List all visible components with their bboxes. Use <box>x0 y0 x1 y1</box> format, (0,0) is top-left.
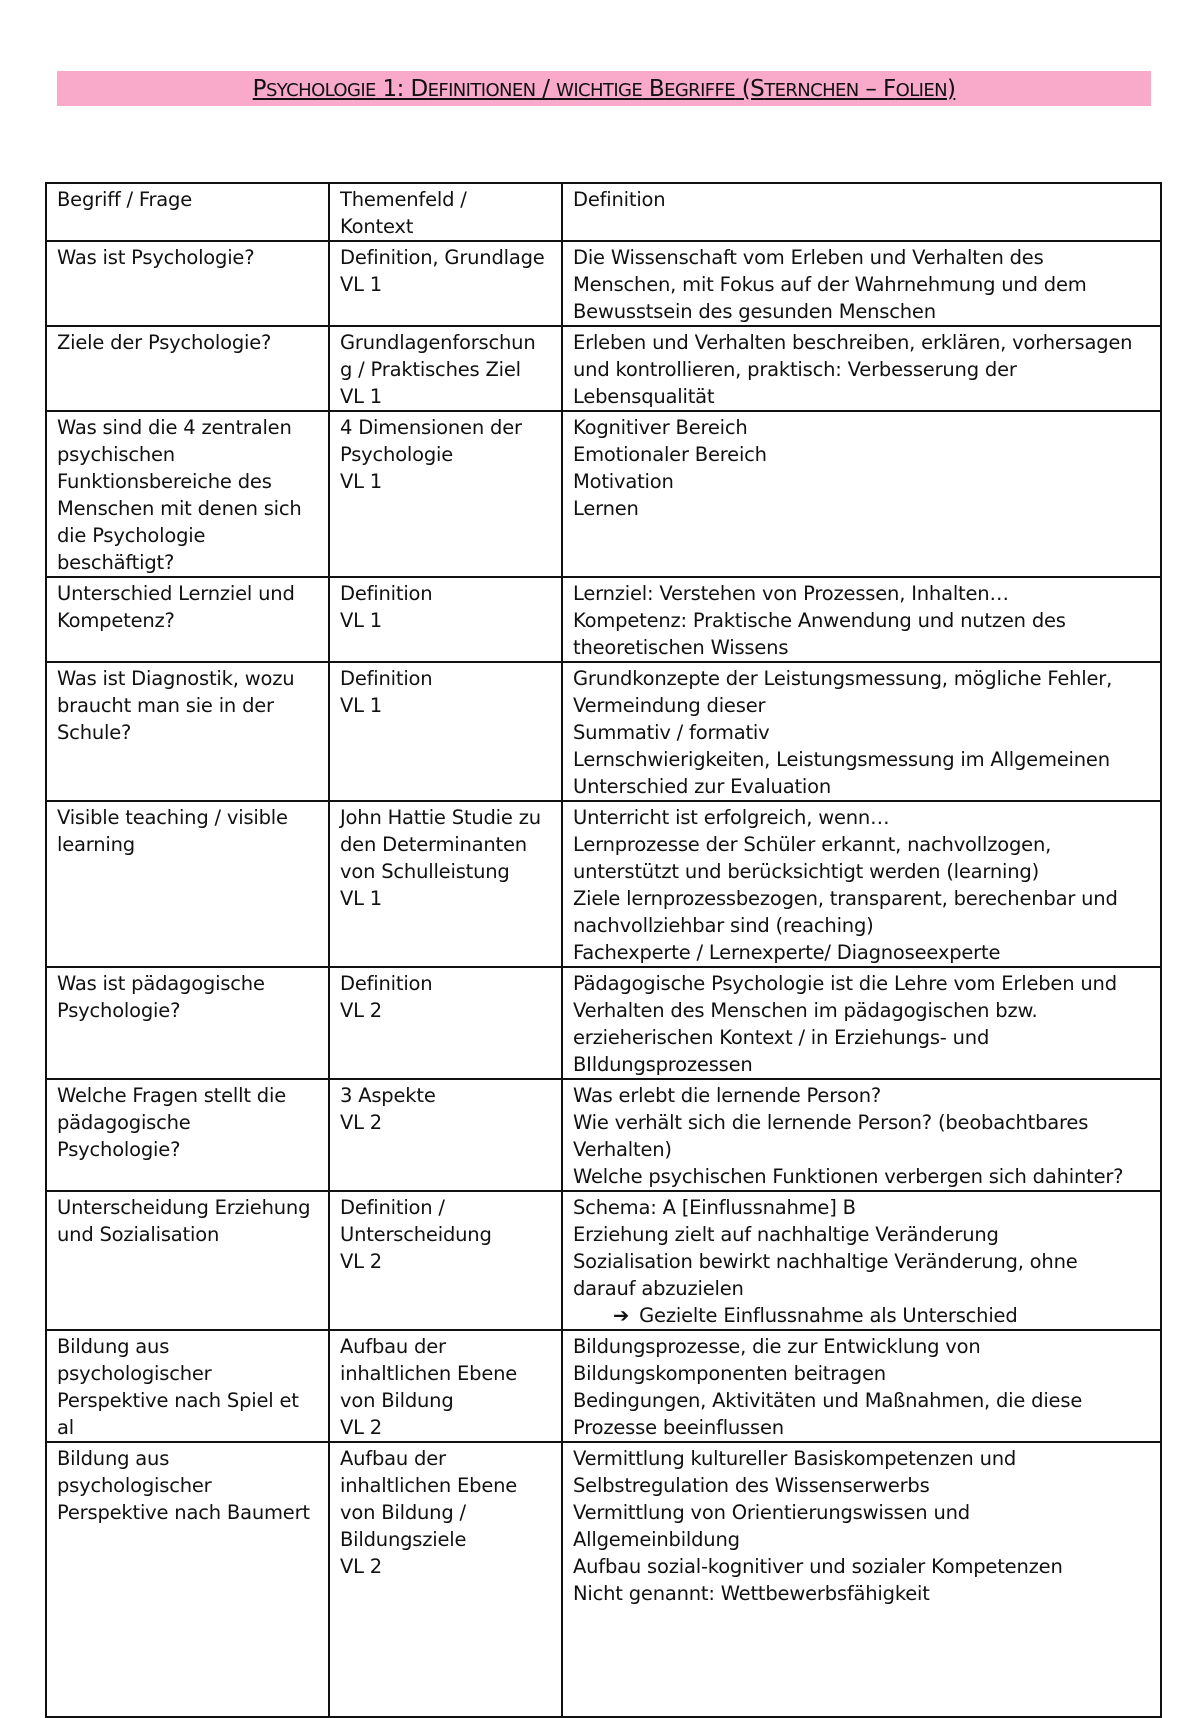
cell-line: Bildung aus <box>57 1335 170 1358</box>
begriff-cell <box>46 1191 329 1330</box>
cell-line: Schule? <box>57 721 132 744</box>
kontext-cell <box>329 326 562 411</box>
cell-line: Selbstregulation des Wissenserwerbs <box>573 1474 930 1497</box>
cell-line: Psychologie? <box>57 999 181 1022</box>
cell-line: Grundkonzepte der Leistungsmessung, mögliche Fehler, <box>573 667 1113 690</box>
cell-line: VL 2 <box>340 1416 383 1439</box>
cell-line: Begriff / Frage <box>57 188 193 211</box>
cell-line: Bildung aus <box>57 1447 170 1470</box>
table-header-row <box>46 183 1161 241</box>
page-title <box>253 76 956 102</box>
cell-line: VL 1 <box>340 887 383 910</box>
cell-line: psychologischer <box>57 1362 212 1385</box>
cell-line: psychologischer <box>57 1474 212 1497</box>
cell-line: Prozesse beeinflussen <box>573 1416 784 1439</box>
cell-line: den Determinanten <box>340 833 527 856</box>
table-row <box>46 1079 1161 1191</box>
title-part: ) <box>946 75 956 102</box>
definitions-table-body <box>46 183 1161 1717</box>
cell-line: 4 Dimensionen der <box>340 416 522 439</box>
cell-line: psychischen <box>57 443 175 466</box>
cell-line: erzieherischen Kontext / in Erziehungs- und <box>573 1026 990 1049</box>
definition-cell <box>562 801 1161 967</box>
title-part: EFINITIONEN <box>427 79 536 101</box>
cell-line: VL 1 <box>340 470 383 493</box>
begriff-cell <box>46 183 329 241</box>
cell-line: Kompetenz: Praktische Anwendung und nutzen des <box>573 609 1066 632</box>
table-row <box>46 1442 1161 1717</box>
table-row <box>46 967 1161 1079</box>
cell-line: Kognitiver Bereich <box>573 416 748 439</box>
cell-line: Unterschied zur Evaluation <box>573 775 832 798</box>
kontext-cell <box>329 967 562 1079</box>
kontext-cell <box>329 1330 562 1442</box>
cell-line: Ziele der Psychologie? <box>57 331 272 354</box>
cell-line: VL 1 <box>340 273 383 296</box>
cell-line: Welche Fragen stellt die <box>57 1084 287 1107</box>
cell-line: VL 1 <box>340 694 383 717</box>
definition-cell <box>562 183 1161 241</box>
cell-line: theoretischen Wissens <box>573 636 789 659</box>
kontext-cell <box>329 662 562 801</box>
cell-line: Definition <box>340 972 433 995</box>
title-part: TERNCHEN <box>764 79 859 101</box>
cell-line: Themenfeld / <box>340 188 467 211</box>
cell-line: Emotionaler Bereich <box>573 443 767 466</box>
title-part: 1: D <box>375 75 428 102</box>
definition-cell <box>562 1191 1161 1330</box>
cell-line: Aufbau der <box>340 1335 446 1358</box>
cell-line: VL 2 <box>340 1250 383 1273</box>
table-row <box>46 1191 1161 1330</box>
cell-line: 3 Aspekte <box>340 1084 436 1107</box>
cell-line: Menschen mit denen sich <box>57 497 302 520</box>
cell-line: Definition / <box>340 1196 445 1219</box>
cell-line: von Schulleistung <box>340 860 510 883</box>
title-part: – F <box>858 75 896 102</box>
kontext-cell <box>329 1191 562 1330</box>
definition-cell <box>562 411 1161 577</box>
cell-line: Was ist Diagnostik, wozu <box>57 667 295 690</box>
cell-line: Lernen <box>573 497 639 520</box>
cell-line: Vermittlung von Orientierungswissen und <box>573 1501 970 1524</box>
cell-line: Lernschwierigkeiten, Leistungsmessung im Allgemeinen <box>573 748 1110 771</box>
cell-line: Fachexperte / Lernexperte/ Diagnoseexperte <box>573 941 1001 964</box>
definition-cell <box>562 577 1161 662</box>
definition-cell <box>562 967 1161 1079</box>
cell-line <box>573 1302 1150 1329</box>
begriff-cell <box>46 411 329 577</box>
table-row <box>46 326 1161 411</box>
cell-line: inhaltlichen Ebene <box>340 1362 518 1385</box>
cell-line: Lernziel: Verstehen von Prozessen, Inhalten… <box>573 582 1009 605</box>
definition-cell <box>562 662 1161 801</box>
cell-line: Unterricht ist erfolgreich, wenn… <box>573 806 890 829</box>
kontext-cell <box>329 1442 562 1717</box>
arrow-icon: ➔ <box>613 1304 630 1327</box>
cell-line: braucht man sie in der <box>57 694 274 717</box>
cell-line: Kompetenz? <box>57 609 175 632</box>
cell-line: und kontrollieren, praktisch: Verbesserung der <box>573 358 1017 381</box>
cell-line: Psychologie <box>340 443 454 466</box>
cell-line: VL 1 <box>340 609 383 632</box>
cell-line: Bildungsprozesse, die zur Entwicklung von <box>573 1335 981 1358</box>
cell-line: Visible teaching / visible <box>57 806 288 829</box>
cell-line: Definition <box>340 582 433 605</box>
cell-line: Bewusstsein des gesunden Menschen <box>573 300 936 323</box>
cell-line: Erziehung zielt auf nachhaltige Veränderung <box>573 1223 999 1246</box>
cell-line: Was erlebt die lernende Person? <box>573 1084 882 1107</box>
definition-cell <box>562 1442 1161 1717</box>
cell-line: BIldungsprozessen <box>573 1053 753 1076</box>
cell-line: Funktionsbereiche des <box>57 470 272 493</box>
cell-line: Summativ / formativ <box>573 721 770 744</box>
cell-line: Verhalten des Menschen im pädagogischen bzw. <box>573 999 1038 1022</box>
begriff-cell <box>46 1330 329 1442</box>
cell-line: darauf abzuzielen <box>573 1277 744 1300</box>
cell-line: g / Praktisches Ziel <box>340 358 521 381</box>
table-row <box>46 662 1161 801</box>
cell-line: von Bildung <box>340 1389 454 1412</box>
cell-line: beschäftigt? <box>57 551 175 574</box>
title-part: / <box>535 75 557 102</box>
kontext-cell <box>329 183 562 241</box>
table-row <box>46 577 1161 662</box>
table-row <box>46 1330 1161 1442</box>
cell-line: VL 1 <box>340 385 383 408</box>
cell-line: Was ist pädagogische <box>57 972 265 995</box>
cell-line: Grundlagenforschun <box>340 331 536 354</box>
cell-line: pädagogische <box>57 1111 191 1134</box>
begriff-cell <box>46 326 329 411</box>
begriff-cell <box>46 801 329 967</box>
title-part: OLIEN <box>895 79 947 101</box>
cell-line: al <box>57 1416 74 1439</box>
cell-line: Nicht genannt: Wettbewerbsfähigkeit <box>573 1582 930 1605</box>
title-part: (S <box>735 75 765 102</box>
cell-line: Unterscheidung <box>340 1223 492 1246</box>
cell-line: Vermittlung kultureller Basiskompetenzen und <box>573 1447 1017 1470</box>
definition-cell <box>562 326 1161 411</box>
kontext-cell <box>329 241 562 326</box>
cell-line: Aufbau sozial-kognitiver und sozialer Kompetenzen <box>573 1555 1063 1578</box>
cell-line: Motivation <box>573 470 674 493</box>
cell-line: Aufbau der <box>340 1447 446 1470</box>
title-part: EGRIFFE <box>664 79 736 101</box>
cell-line: Definition <box>340 667 433 690</box>
title-part: WICHTIGE <box>556 79 643 101</box>
cell-line: Bildungsziele <box>340 1528 467 1551</box>
definitions-table <box>45 182 1162 1718</box>
cell-line: Sozialisation bewirkt nachhaltige Veränderung, ohne <box>573 1250 1078 1273</box>
cell-line: nachvollziehbar sind (reaching) <box>573 914 874 937</box>
cell-line: John Hattie Studie zu <box>340 806 541 829</box>
begriff-cell <box>46 1442 329 1717</box>
cell-line: Definition <box>573 188 666 211</box>
cell-line: von Bildung / <box>340 1501 466 1524</box>
title-part: P <box>252 75 266 102</box>
cell-line: Schema: A [Einflussnahme] B <box>573 1196 856 1219</box>
title-part: B <box>642 75 665 102</box>
cell-line: Ziele lernprozessbezogen, transparent, berechenbar und <box>573 887 1118 910</box>
cell-line: und Sozialisation <box>57 1223 220 1246</box>
begriff-cell <box>46 662 329 801</box>
cell-line: Erleben und Verhalten beschreiben, erklären, vorhersagen <box>573 331 1133 354</box>
table-row <box>46 411 1161 577</box>
cell-line: Wie verhält sich die lernende Person? (beobachtbares <box>573 1111 1089 1134</box>
cell-line: Pädagogische Psychologie ist die Lehre vom Erleben und <box>573 972 1117 995</box>
cell-line: VL 2 <box>340 1555 383 1578</box>
cell-line: Welche psychischen Funktionen verbergen sich dahinter? <box>573 1165 1124 1188</box>
kontext-cell <box>329 801 562 967</box>
kontext-cell <box>329 411 562 577</box>
begriff-cell <box>46 241 329 326</box>
cell-line: Bedingungen, Aktivitäten und Maßnahmen, die diese <box>573 1389 1083 1412</box>
cell-line: Kontext <box>340 215 414 238</box>
definition-cell <box>562 1330 1161 1442</box>
cell-line: Allgemeinbildung <box>573 1528 740 1551</box>
title-bar <box>57 71 1151 106</box>
cell-line: Die Wissenschaft vom Erleben und Verhalten des <box>573 246 1044 269</box>
cell-line: Perspektive nach Baumert <box>57 1501 310 1524</box>
cell-line: VL 2 <box>340 1111 383 1134</box>
cell-line: Perspektive nach Spiel et <box>57 1389 299 1412</box>
cell-line: Psychologie? <box>57 1138 181 1161</box>
cell-line-text: Gezielte Einflussnahme als Unterschied <box>639 1304 1018 1327</box>
begriff-cell <box>46 1079 329 1191</box>
cell-line: Unterschied Lernziel und <box>57 582 295 605</box>
cell-line: inhaltlichen Ebene <box>340 1474 518 1497</box>
kontext-cell <box>329 577 562 662</box>
kontext-cell <box>329 1079 562 1191</box>
begriff-cell <box>46 967 329 1079</box>
cell-line: Menschen, mit Fokus auf der Wahrnehmung und dem <box>573 273 1087 296</box>
cell-line: Was ist Psychologie? <box>57 246 255 269</box>
table-row <box>46 241 1161 326</box>
cell-line: Vermeindung dieser <box>573 694 766 717</box>
definition-cell <box>562 1079 1161 1191</box>
table-row <box>46 801 1161 967</box>
cell-line: die Psychologie <box>57 524 206 547</box>
definition-cell <box>562 241 1161 326</box>
cell-line: Bildungskomponenten beitragen <box>573 1362 886 1385</box>
title-part: SYCHOLOGIE <box>265 79 376 101</box>
cell-line: VL 2 <box>340 999 383 1022</box>
cell-line: learning <box>57 833 135 856</box>
cell-line: Unterscheidung Erziehung <box>57 1196 311 1219</box>
cell-line: Lernprozesse der Schüler erkannt, nachvollzogen, <box>573 833 1052 856</box>
cell-line: Was sind die 4 zentralen <box>57 416 292 439</box>
cell-line: Definition, Grundlage <box>340 246 545 269</box>
cell-line: Verhalten) <box>573 1138 672 1161</box>
begriff-cell <box>46 577 329 662</box>
cell-line: Lebensqualität <box>573 385 715 408</box>
cell-line: unterstützt und berücksichtigt werden (learning) <box>573 860 1039 883</box>
